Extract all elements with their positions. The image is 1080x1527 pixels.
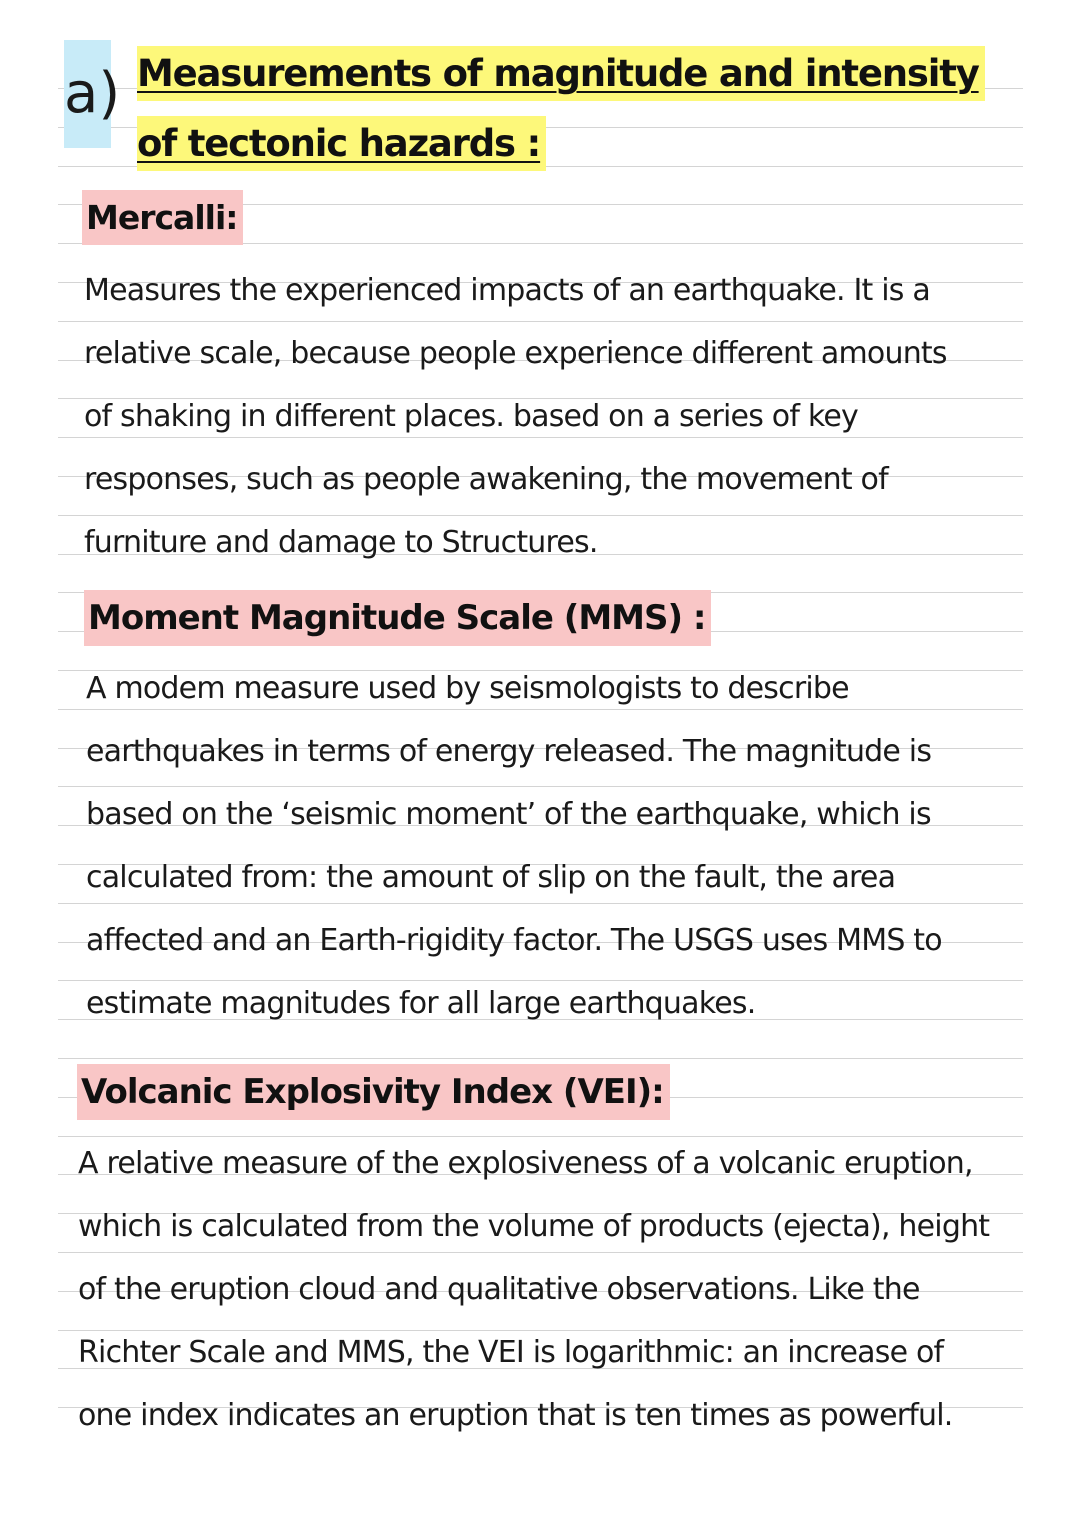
page-title-line-2 [137, 122, 546, 165]
ruled-line [58, 1058, 1023, 1059]
vei-line: Richter Scale and MMS, the VEI is logarithmic: an increase of [78, 1335, 944, 1370]
page-title-text-1: Measurements of magnitude and intensity [137, 46, 985, 101]
section-label: a) [64, 61, 121, 126]
vei-line: of the eruption cloud and qualitative observations. Like the [78, 1272, 920, 1307]
mms-line: affected and an Earth-rigidity factor. The USGS uses MMS to [86, 923, 942, 958]
page-title-text-2: of tectonic hazards : [137, 116, 546, 171]
mms-line: estimate magnitudes for all large earthquakes. [86, 986, 756, 1021]
mms-line: based on the ‘seismic moment’ of the earthquake, which is [86, 797, 931, 832]
vei-line: A relative measure of the explosiveness of a volcanic eruption, [78, 1146, 973, 1181]
mercalli-line: of shaking in different places. based on a series of key [84, 399, 858, 434]
ruled-line [58, 1330, 1023, 1331]
mms-heading: Moment Magnitude Scale (MMS) : [84, 590, 711, 646]
ruled-line [58, 437, 1023, 438]
ruled-line [58, 786, 1023, 787]
mercalli-heading: Mercalli: [82, 190, 243, 245]
vei-heading: Volcanic Explosivity Index (VEI): [77, 1064, 670, 1120]
mercalli-line: responses, such as people awakening, the movement of [84, 462, 888, 497]
mercalli-line: relative scale, because people experience different amounts [84, 336, 947, 371]
vei-line: which is calculated from the volume of products (ejecta), height [78, 1209, 990, 1244]
mms-line: earthquakes in terms of energy released. The magnitude is [86, 734, 932, 769]
ruled-line [58, 903, 1023, 904]
mms-line: A modem measure used by seismologists to describe [86, 671, 849, 706]
ruled-line [58, 1252, 1023, 1253]
mercalli-line: furniture and damage to Structures. [84, 525, 598, 560]
ruled-line [58, 321, 1023, 322]
ruled-line [58, 1136, 1023, 1137]
page-title-line-1 [137, 52, 985, 95]
ruled-line [58, 515, 1023, 516]
mercalli-line: Measures the experienced impacts of an earthquake. It is a [84, 273, 930, 308]
vei-line: one index indicates an eruption that is ten times as powerful. [78, 1398, 953, 1433]
mms-line: calculated from: the amount of slip on the fault, the area [86, 860, 896, 895]
ruled-line [58, 980, 1023, 981]
ruled-line [58, 709, 1023, 710]
